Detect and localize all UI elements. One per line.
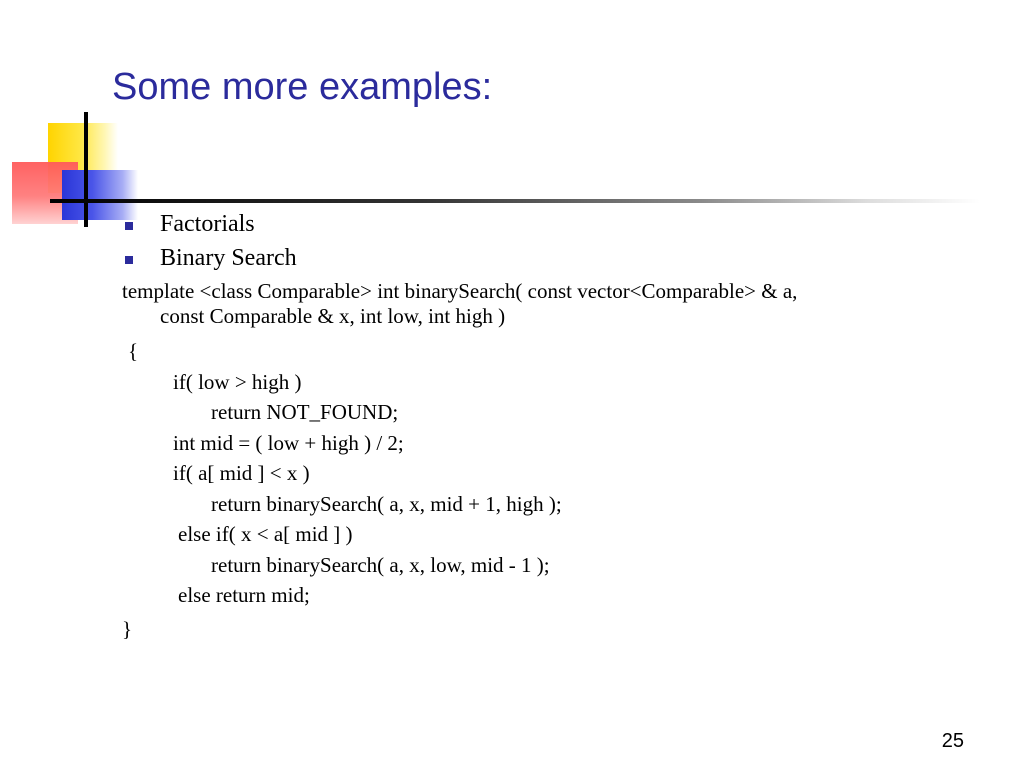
code-line-close-brace: } (122, 616, 133, 641)
code-line-int-mid: int mid = ( low + high ) / 2; (173, 430, 404, 455)
bullet-item-factorials (122, 207, 982, 241)
decorative-logo (0, 0, 180, 240)
slide-body (122, 207, 982, 644)
code-line-return-search-lower: return binarySearch( a, x, low, mid - 1 ); (211, 552, 550, 577)
title-divider-line (50, 199, 980, 203)
code-line-return-search-upper: return binarySearch( a, x, mid + 1, high ); (211, 491, 562, 516)
code-line-else-if: else if( x < a[ mid ] ) (178, 522, 353, 546)
vertical-rule-decoration (84, 112, 88, 227)
code-line-if-a-mid-lt-x: if( a[ mid ] < x ) (173, 461, 310, 485)
code-block (122, 279, 982, 644)
square-bullet-icon (125, 256, 133, 264)
bullet-label: Binary Search (160, 245, 297, 271)
bullet-item-binary-search (122, 241, 982, 275)
code-line-return-not-found: return NOT_FOUND; (211, 400, 399, 424)
bullet-list (122, 207, 982, 275)
square-bullet-icon (125, 222, 133, 230)
code-line-open-brace: { (128, 339, 139, 363)
code-line-if-low-high: if( low > high ) (173, 369, 302, 394)
code-line-else-return-mid: else return mid; (178, 583, 310, 607)
code-signature-line-2: const Comparable & x, int low, int high ) (160, 304, 506, 328)
slide-title: Some more examples: (112, 66, 493, 108)
page-number: 25 (941, 730, 964, 752)
code-signature-line-1: template <class Comparable> int binarySearch( const vector<Comparable> & a, (122, 279, 798, 303)
bullet-label: Factorials (160, 211, 255, 237)
